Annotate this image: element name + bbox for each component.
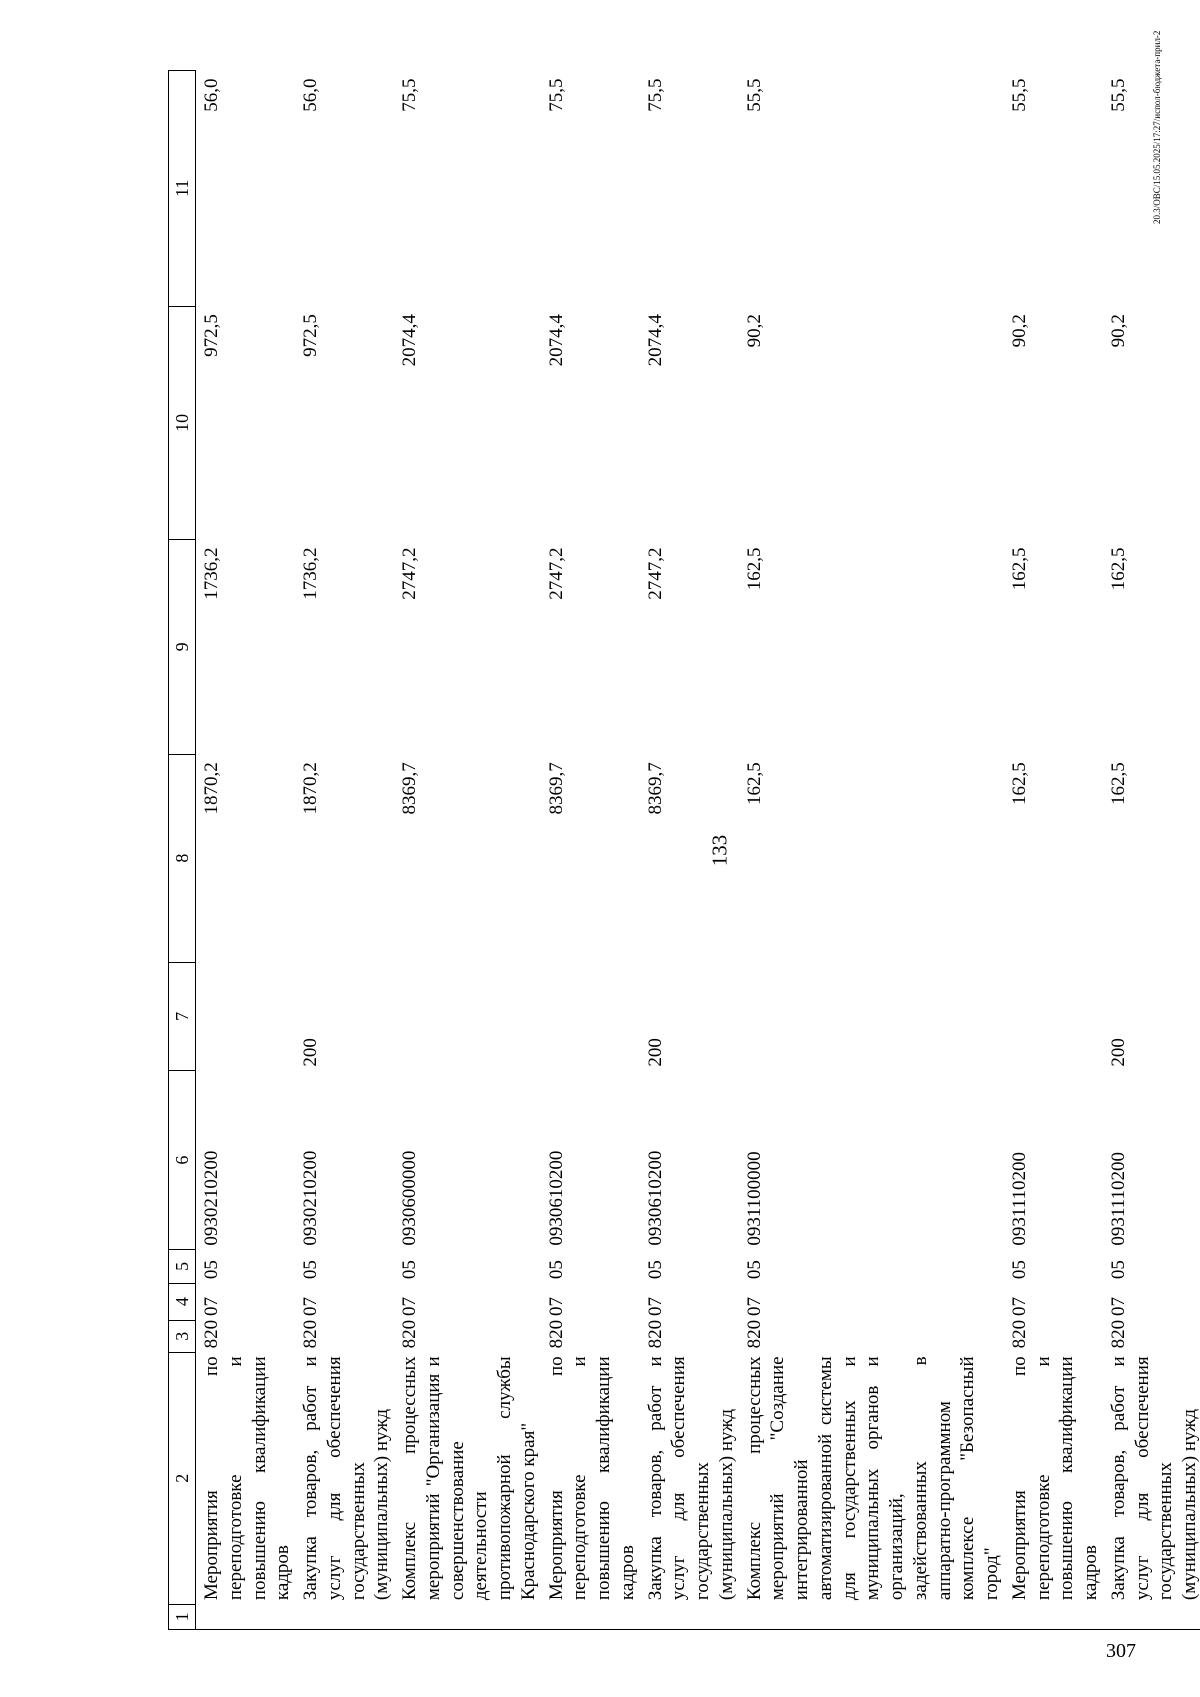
cell-expense-type (739, 962, 1004, 1071)
cell-amount-11: 55,5 (743, 78, 765, 112)
column-header: 11 (169, 71, 196, 307)
cell-code-subsection: 05 (201, 1260, 222, 1280)
table-row (1004, 71, 1103, 1630)
cell-expense-type (196, 962, 296, 1071)
cell-code-section: 07 (399, 1297, 420, 1317)
row-number-cell (394, 1604, 541, 1629)
cell-target-item: 0931110200 (1008, 1152, 1030, 1246)
column-header: 9 (169, 539, 196, 754)
page-number-bottom: 307 (1106, 1640, 1136, 1662)
budget-table (168, 70, 1200, 1630)
row-name: Закупка товаров, работ и услуг для обеспечения государственных (муниципальных) нужд (1107, 1356, 1200, 1601)
cell-amount-11: 55,5 (1107, 78, 1129, 112)
table-row (739, 71, 1004, 1630)
cell-amount-10: 972,5 (201, 314, 222, 357)
cell-target-item: 0930210200 (201, 1150, 222, 1246)
cell-code-subsection: 05 (644, 1260, 666, 1280)
row-number-cell (1004, 1604, 1103, 1629)
column-header: 8 (169, 754, 196, 962)
column-header: 6 (169, 1071, 196, 1250)
table-row (640, 71, 739, 1630)
row-name: Комплекс процессных мероприятий "Создание интегрированной автоматизированной системы для государственных и муниципальных органов и организаций, задействованных в аппаратно-программном комплексе "Безопасный город" (743, 1356, 1002, 1601)
table-row (295, 71, 394, 1630)
cell-code-section: 07 (644, 1297, 666, 1317)
cell-amount-9: 1736,2 (300, 547, 321, 600)
cell-amount-8: 8369,7 (644, 762, 666, 815)
cell-amount-8: 1870,2 (201, 762, 222, 815)
cell-code-section: 07 (1107, 1297, 1129, 1317)
cell-amount-8: 8369,7 (399, 762, 420, 815)
cell-code-ministry: 820 (201, 1319, 222, 1349)
cell-code-section: 07 (300, 1297, 321, 1317)
cell-amount-11: 56,0 (201, 78, 222, 112)
cell-code-section: 07 (545, 1297, 567, 1317)
row-number-cell (196, 1604, 296, 1629)
row-name: Закупка товаров, работ и услуг для обеспечения государственных (муниципальных) нужд (644, 1356, 737, 1601)
cell-code-ministry: 820 (1107, 1319, 1129, 1349)
table-row (1103, 71, 1200, 1630)
cell-expense-type: 200 (300, 1038, 321, 1067)
cell-code-section: 07 (201, 1297, 222, 1317)
cell-amount-9: 1736,2 (201, 547, 222, 600)
cell-code-ministry: 820 (300, 1319, 321, 1349)
cell-amount-10: 2074,4 (399, 314, 420, 367)
cell-amount-9: 2747,2 (644, 547, 666, 600)
document-footer-code: 20.3/OBC/15.05.2025/17:27/испол-бюджета-прил-2 (1152, 30, 1162, 224)
cell-expense-type (394, 962, 541, 1071)
cell-amount-10: 90,2 (743, 314, 765, 348)
column-header: 2 (169, 1352, 196, 1604)
column-header: 5 (169, 1250, 196, 1283)
cell-amount-8: 162,5 (1107, 762, 1129, 805)
column-header: 7 (169, 962, 196, 1071)
cell-amount-10: 90,2 (1107, 314, 1129, 348)
cell-code-ministry: 820 (743, 1319, 765, 1349)
cell-amount-10: 972,5 (300, 314, 321, 357)
cell-amount-11: 55,5 (1008, 78, 1030, 112)
cell-amount-11: 75,5 (644, 78, 666, 112)
cell-expense-type: 200 (644, 1038, 666, 1067)
row-name: Мероприятия по переподготовке и повышению квалификации кадров (545, 1356, 638, 1601)
cell-amount-9: 2747,2 (545, 547, 567, 600)
row-number-cell (739, 1604, 1004, 1629)
cell-code-subsection: 05 (743, 1260, 765, 1280)
cell-target-item: 0930610200 (644, 1150, 666, 1246)
cell-code-ministry: 820 (644, 1319, 666, 1349)
row-number-cell (1103, 1604, 1200, 1629)
row-name: Закупка товаров, работ и услуг для обеспечения государственных (муниципальных) нужд (300, 1356, 393, 1601)
cell-code-ministry: 820 (545, 1319, 567, 1349)
cell-amount-8: 162,5 (1008, 762, 1030, 805)
cell-amount-8: 1870,2 (300, 762, 321, 815)
row-number-cell (295, 1604, 394, 1629)
column-header: 4 (169, 1283, 196, 1320)
cell-target-item: 0931100000 (743, 1151, 765, 1246)
cell-amount-9: 2747,2 (399, 547, 420, 600)
cell-amount-11: 75,5 (545, 78, 567, 112)
cell-amount-8: 162,5 (743, 762, 765, 805)
cell-code-subsection: 05 (1008, 1260, 1030, 1280)
cell-amount-11: 56,0 (300, 78, 321, 112)
cell-amount-11: 75,5 (399, 78, 420, 112)
cell-expense-type (541, 962, 640, 1071)
cell-code-subsection: 05 (300, 1260, 321, 1280)
column-header: 3 (169, 1320, 196, 1352)
cell-amount-9: 162,5 (743, 547, 765, 591)
column-header: 1 (169, 1604, 196, 1629)
row-number-cell (640, 1604, 739, 1629)
cell-code-subsection: 05 (399, 1260, 420, 1280)
cell-expense-type: 200 (1107, 1038, 1129, 1067)
column-header: 10 (169, 306, 196, 539)
cell-amount-10: 2074,4 (644, 314, 666, 367)
cell-amount-9: 162,5 (1107, 547, 1129, 591)
row-name: Мероприятия по переподготовке и повышению квалификации кадров (1008, 1356, 1101, 1601)
table-row (196, 71, 296, 1630)
cell-code-section: 07 (743, 1297, 765, 1317)
cell-code-subsection: 05 (545, 1260, 567, 1280)
cell-code-ministry: 820 (399, 1319, 420, 1349)
cell-amount-8: 8369,7 (545, 762, 567, 815)
page-number-top: 133 (707, 834, 732, 867)
cell-target-item: 0931110200 (1107, 1152, 1129, 1246)
cell-amount-10: 90,2 (1008, 314, 1030, 348)
row-name: Мероприятия по переподготовке и повышению квалификации кадров (201, 1356, 294, 1601)
row-name: Комплекс процессных мероприятий "Организация и совершенствование деятельности противопожарной службы Краснодарского края" (399, 1356, 539, 1601)
cell-target-item: 0930210200 (300, 1150, 321, 1246)
cell-amount-10: 2074,4 (545, 314, 567, 367)
row-number-cell (541, 1604, 640, 1629)
cell-code-subsection: 05 (1107, 1260, 1129, 1280)
cell-code-section: 07 (1008, 1297, 1030, 1317)
cell-expense-type (1004, 962, 1103, 1071)
table-row (394, 71, 541, 1630)
cell-code-ministry: 820 (1008, 1319, 1030, 1349)
cell-target-item: 0930610200 (545, 1150, 567, 1246)
cell-amount-9: 162,5 (1008, 547, 1030, 591)
cell-target-item: 0930600000 (399, 1150, 420, 1246)
column-number-header (169, 71, 196, 1630)
table-row (541, 71, 640, 1630)
